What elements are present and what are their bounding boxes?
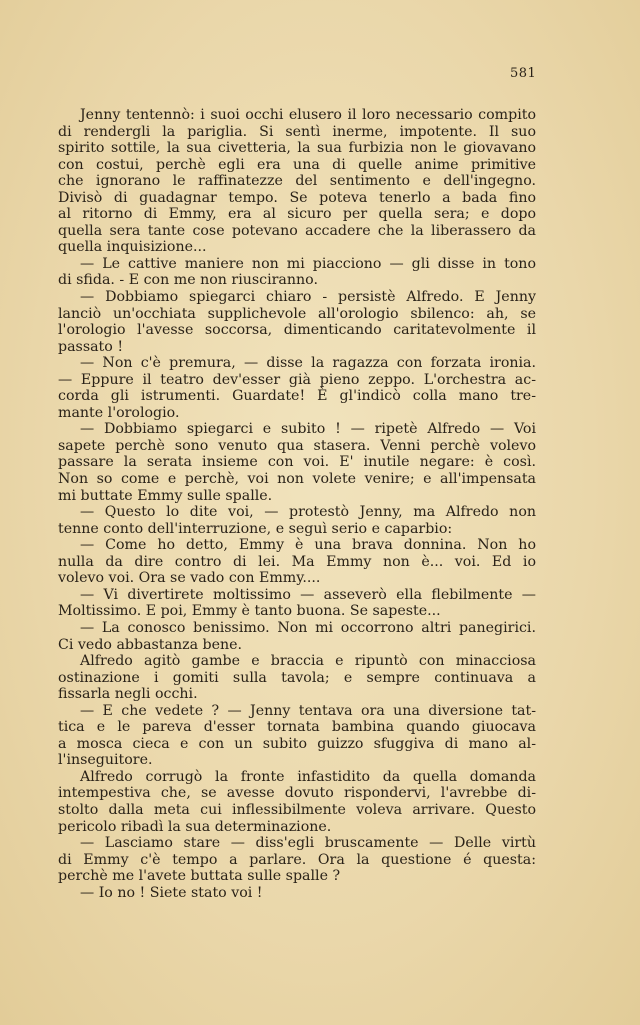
text-line: — Lasciamo stare — diss'egli bruscamente — Delle virtù	[80, 835, 536, 852]
text-line: quella inquisizione...	[58, 239, 207, 256]
text-line: di rendergli la pariglia. Si sentì inerme, impotente. Il suo	[58, 123, 536, 140]
text-line: — Questo lo dite voi, — protestò Jenny, ma Alfredo non	[80, 504, 536, 521]
page-number: 581	[510, 66, 537, 81]
text-line: mi buttate Emmy sulle spalle.	[58, 487, 273, 504]
text-line: Alfredo agitò gambe e braccia e ripuntò con minacciosa	[80, 653, 536, 670]
text-line: Jenny tentennò: i suoi occhi elusero il loro necessario compito	[80, 107, 536, 123]
text-line: — E che vedete ? — Jenny tentava ora una diversione tat-	[80, 702, 536, 719]
text-line: con costui, perchè egli era una di quelle anime primitive	[58, 156, 536, 173]
text-line: intempestiva che, se avesse dovuto rispondervi, l'avrebbe di-	[58, 785, 536, 802]
text-line: corda gli istrumenti. Guardate! È gl'indicò colla mano tre-	[58, 388, 536, 405]
body-text	[58, 107, 536, 901]
text-line: di sfida. - E con me non riusciranno.	[58, 272, 318, 289]
text-line: tica e le pareva d'esser tornata bambina quando giuocava	[58, 719, 536, 736]
text-line: Moltissimo. E poi, Emmy è tanto buona. Se sapeste...	[58, 603, 441, 620]
text-line: che ignorano le raffinatezze del sentimento e dell'ingegno.	[58, 173, 536, 190]
text-line: l'orologio l'avesse soccorsa, dimenticando caritatevolmente il	[58, 322, 536, 339]
text-line: — Vi divertirete moltissimo — asseverò ella flebilmente —	[80, 586, 536, 603]
text-line: tenne conto dell'interruzione, e seguì serio e caparbio:	[58, 520, 453, 537]
text-line: al ritorno di Emmy, era al sicuro per quella sera; e dopo	[58, 206, 536, 223]
text-line: — La conosco benissimo. Non mi occorrono altri panegirici.	[80, 619, 536, 636]
text-line: a mosca cieca e con un subito guizzo sfuggiva di mano al-	[58, 735, 536, 752]
text-line: — Io no ! Siete stato voi !	[80, 884, 263, 901]
text-line: sapete perchè sono venuto qua stasera. Venni perchè volevo	[58, 437, 536, 454]
text-line: — Eppure il teatro dev'esser già pieno zeppo. L'orchestra ac-	[58, 371, 536, 388]
text-line: Alfredo corrugò la fronte infastidito da quella domanda	[80, 768, 536, 785]
text-line: — Dobbiamo spiegarci chiaro - persistè Alfredo. E Jenny	[80, 289, 536, 306]
text-line: passato !	[58, 338, 124, 355]
text-line: ostinazione i gomiti sulla tavola; e sempre continuava a	[58, 669, 536, 686]
text-line: perchè me l'avete buttata sulle spalle ?	[58, 868, 341, 885]
text-line: Ci vedo abbastanza bene.	[58, 636, 243, 653]
text-line: mante l'orologio.	[58, 404, 180, 421]
text-line: Non so come e perchè, voi non volete venire; e all'impensata	[58, 471, 536, 488]
text-line: l'inseguitore.	[58, 752, 153, 769]
text-line: nulla da dire contro di lei. Ma Emmy non è... voi. Ed io	[58, 553, 536, 570]
text-line: — Come ho detto, Emmy è una brava donnina. Non ho	[80, 537, 536, 554]
text-line: quella sera tante cose potevano accadere che la liberassero da	[58, 222, 536, 239]
text-line: fissarla negli occhi.	[58, 686, 198, 703]
text-line: spirito sottile, la sua civetteria, la sua furbizia non le giovavano	[58, 140, 536, 157]
text-line: — Dobbiamo spiegarci e subito ! — ripetè Alfredo — Voi	[80, 421, 536, 438]
text-line: — Non c'è premura, — disse la ragazza con forzata ironia.	[80, 355, 536, 372]
text-line: volevo voi. Ora se vado con Emmy....	[58, 570, 321, 587]
text-line: stolto dalla meta cui inflessibilmente voleva arrivare. Questo	[58, 801, 536, 818]
text-line: Divisò di guadagnar tempo. Se poteva tenerlo a bada fino	[58, 189, 536, 206]
text-line: di Emmy c'è tempo a parlare. Ora la questione é questa:	[58, 851, 536, 868]
text-line: passare la serata insieme con voi. E' inutile negare: è così.	[58, 454, 536, 471]
text-line: — Le cattive maniere non mi piacciono — gli disse in tono	[80, 255, 536, 272]
text-line: lanciò un'occhiata supplichevole all'orologio sbilenco: ah, se	[58, 305, 536, 322]
text-line: pericolo ribadì la sua determinazione.	[58, 818, 332, 835]
